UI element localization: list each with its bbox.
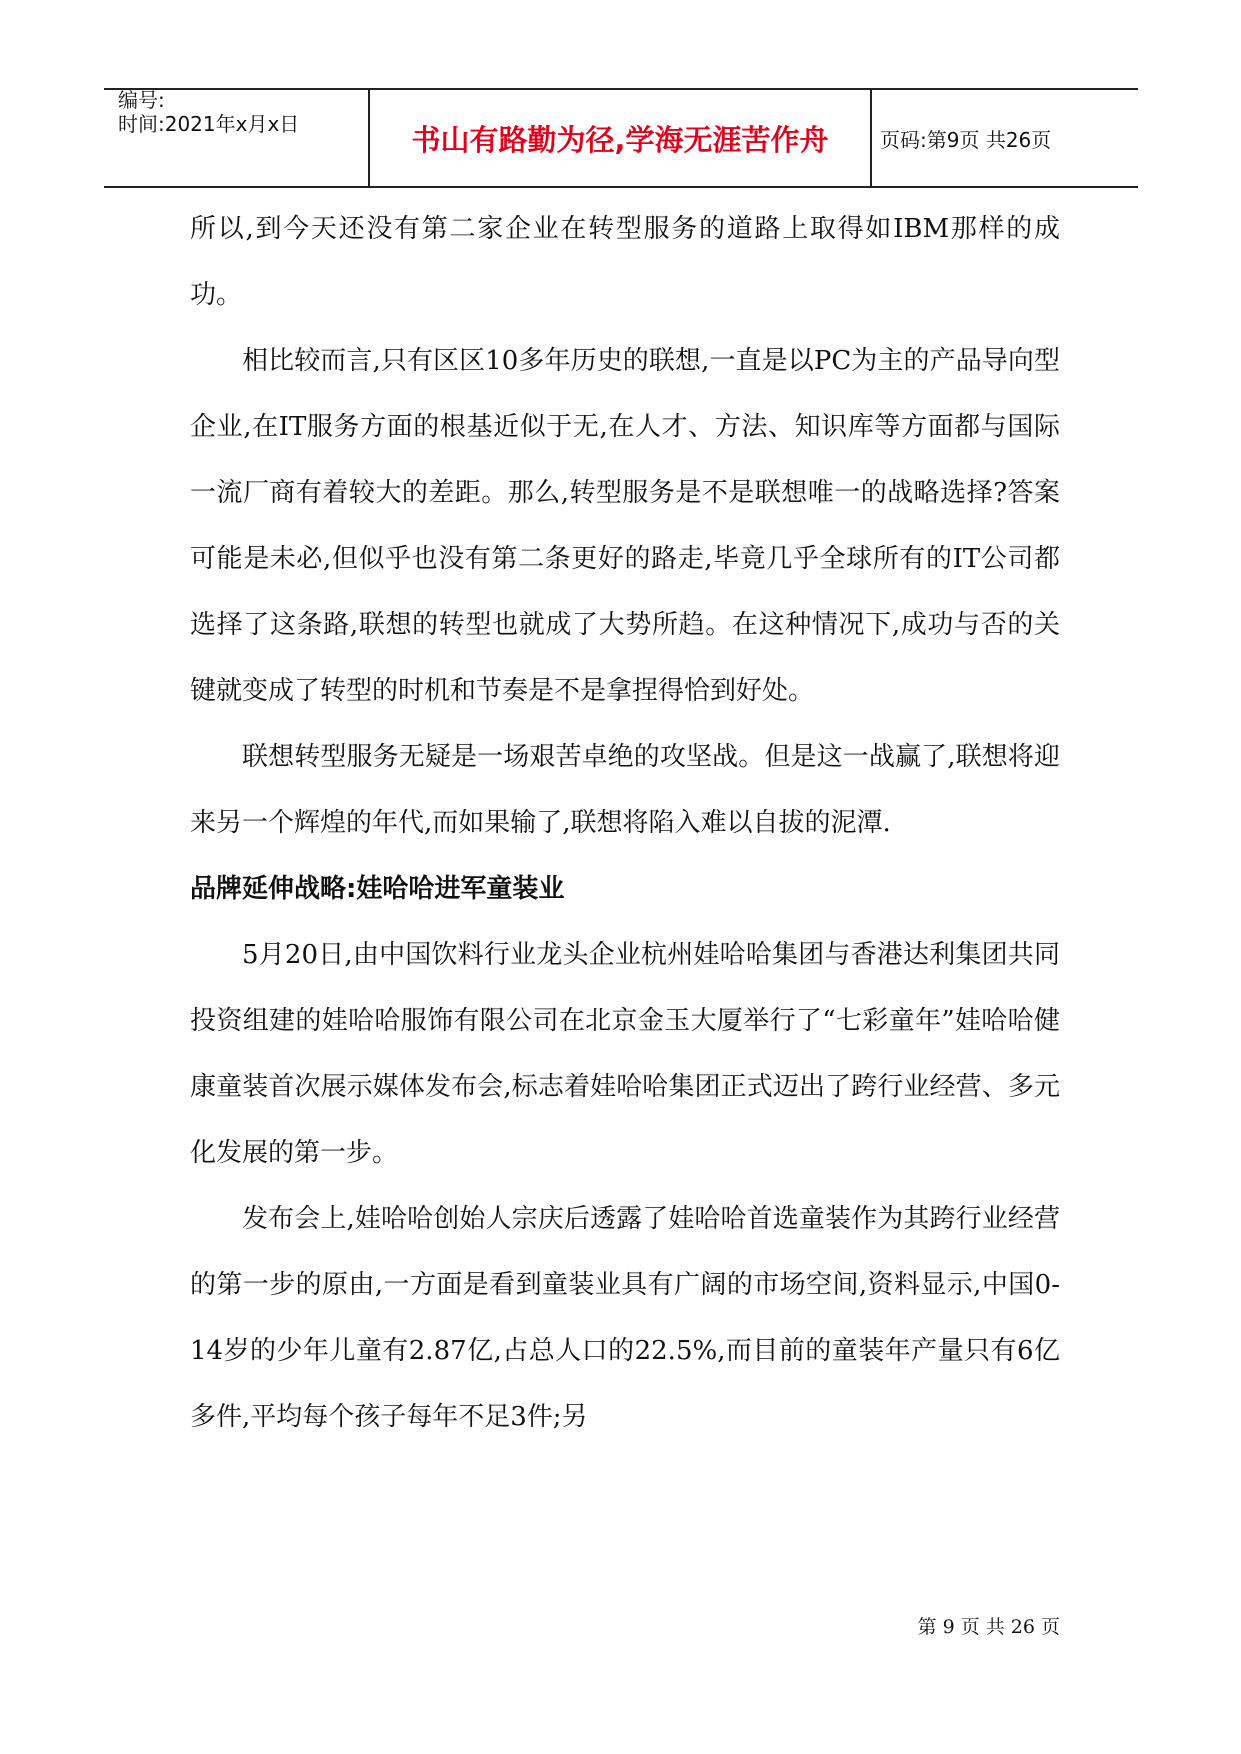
- paragraph: 所以,到今天还没有第二家企业在转型服务的道路上取得如IBM那样的成功。: [190, 214, 1060, 310]
- header-motto-cell: [368, 90, 872, 186]
- header-motto: 书山有路勤为径,学海无涯苦作舟: [411, 122, 829, 157]
- page-footer: 第 9 页 共 26 页: [917, 1616, 1060, 1638]
- paragraph: 5月20日,由中国饮料行业龙头企业杭州娃哈哈集团与香港达利集团共同投资组建的娃哈哈服饰有限公司在北京金玉大厦举行了“七彩童年”娃哈哈健康童装首次展示媒体发布会,标志着娃哈哈集团正式迈出了跨行业经营、多元化发展的第一步。: [190, 940, 1060, 1168]
- section-heading: 品牌延伸战略:娃哈哈进军童装业: [190, 874, 565, 904]
- paragraph: 相比较而言,只有区区10多年历史的联想,一直是以PC为主的产品导向型企业,在IT服务方面的根基近似于无,在人才、方法、知识库等方面都与国际一流厂商有着较大的差距。那么,转型服务是不是联想唯一的战略选择?答案可能是未必,但似乎也没有第二条更好的路走,毕竟几乎全球所有的IT公司都选择了这条路,联想的转型也就成了大势所趋。在这种情况下,成功与否的关键就变成了转型的时机和节奏是不是拿捏得恰到好处。: [190, 346, 1060, 706]
- document-number-label: 编号:: [118, 88, 165, 112]
- page-header: [104, 88, 1138, 188]
- header-meta: [104, 90, 368, 186]
- header-page-info: 页码:第9页 共26页: [880, 127, 1052, 152]
- paragraph: 联想转型服务无疑是一场艰苦卓绝的攻坚战。但是这一战赢了,联想将迎来另一个辉煌的年代,而如果输了,联想将陷入难以自拔的泥潭.: [190, 742, 1060, 838]
- header-page-cell: [870, 90, 1138, 186]
- document-body: [190, 196, 1060, 1450]
- document-time-label: 时间:2021年x月x日: [118, 112, 300, 136]
- paragraph: 发布会上,娃哈哈创始人宗庆后透露了娃哈哈首选童装作为其跨行业经营的第一步的原由,一方面是看到童装业具有广阔的市场空间,资料显示,中国0-14岁的少年儿童有2.87亿,占总人口的22.5%,而目前的童装年产量只有6亿多件,平均每个孩子每年不足3件;另: [190, 1204, 1060, 1432]
